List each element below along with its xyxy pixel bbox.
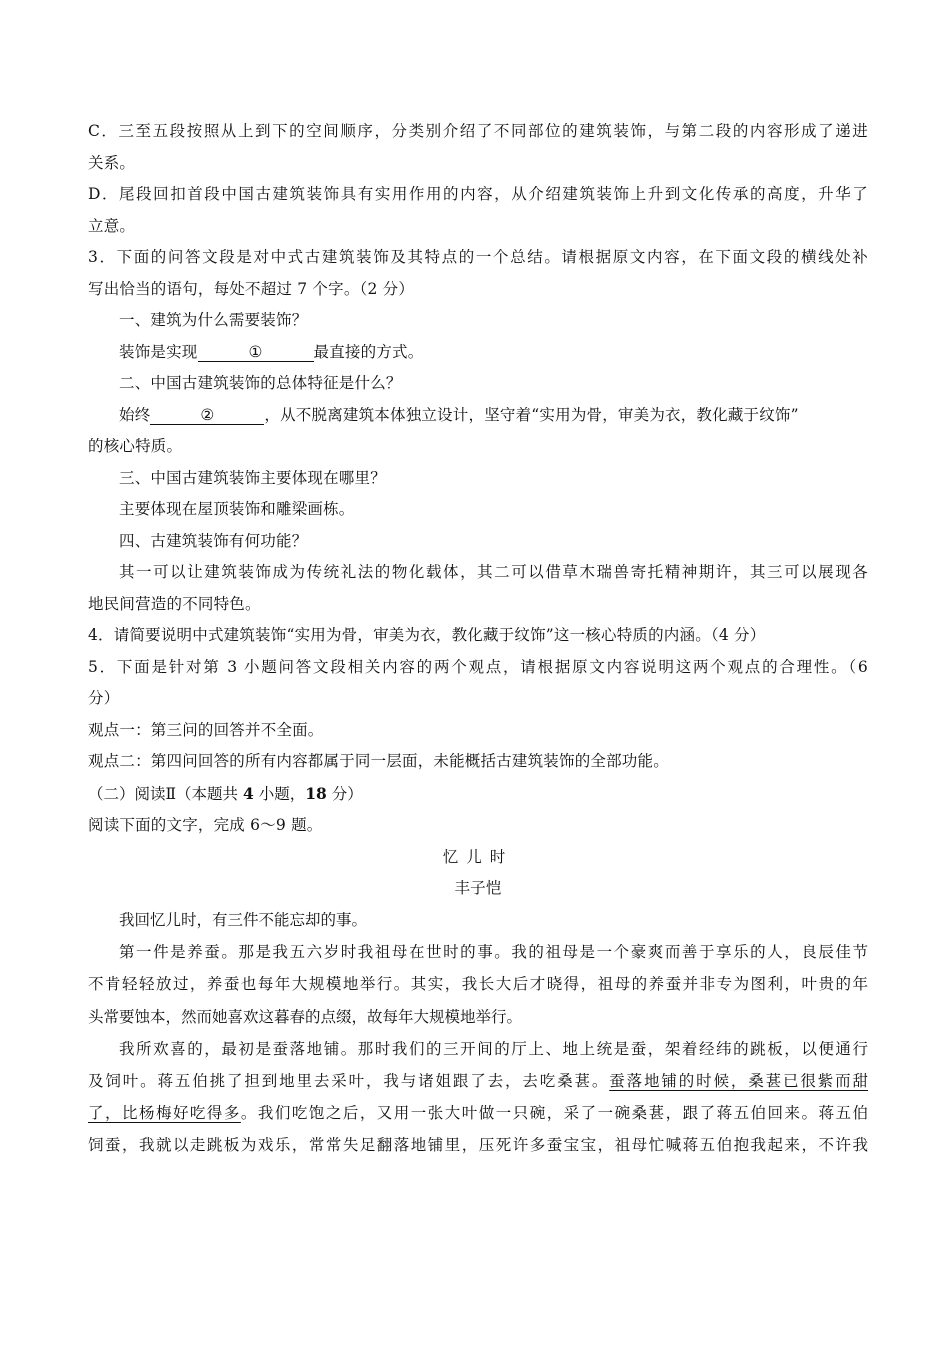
section-2-heading-suffix: 分） xyxy=(326,784,363,803)
qa-answer-3: 主要体现在屋顶装饰和雕梁画栋。 xyxy=(119,500,355,518)
story-author: 丰子恺 xyxy=(454,878,502,897)
option-c-line2: 关系。 xyxy=(88,153,136,172)
fill-blank-1[interactable]: ① xyxy=(198,343,314,362)
qa-answer-2 xyxy=(88,400,868,432)
qa-question-2: 二、中国古建筑装饰的总体特征是什么？ xyxy=(119,374,402,392)
question-3-line2: 写出恰当的语句，每处不超过 7 个字。（2 分） xyxy=(88,279,415,298)
underlined-sentence-part2: 了，比杨梅好吃得多 xyxy=(88,1104,241,1123)
qa-answer-1-suffix: 最直接的方式。 xyxy=(313,342,424,361)
section-2-points: 18 xyxy=(305,783,327,803)
qa-answer-2-line2: 的核心特质。 xyxy=(88,437,183,455)
qa-question-1: 一、建筑为什么需要装饰？ xyxy=(119,311,308,329)
question-4: 4．请简要说明中式建筑装饰“实用为骨，审美为衣，教化藏于纹饰”这一核心特质的内涵。（4 分） xyxy=(88,626,766,644)
question-5-line1: 5．下面是针对第 3 小题问答文段相关内容的两个观点，请根据原文内容说明这两个观点的合理性。（6 xyxy=(88,657,868,676)
qa-answer-1-prefix: 装饰是实现 xyxy=(119,342,198,361)
option-d-line2: 立意。 xyxy=(88,216,136,235)
question-3-line1: 3．下面的问答文段是对中式古建筑装饰及其特点的一个总结。请根据原文内容，在下面文段的横线处补 xyxy=(88,248,868,266)
fill-blank-2[interactable]: ② xyxy=(150,406,264,425)
story-title: 忆儿时 xyxy=(442,847,514,866)
option-d-line1: D．尾段回扣首段中国古建筑装饰具有实用作用的内容，从介绍建筑装饰上升到文化传承的高度，升华了 xyxy=(88,185,868,203)
qa-answer-1 xyxy=(88,337,868,369)
story-paragraph-3-line2 xyxy=(88,1065,868,1097)
story-paragraph-3-line3-text: 。我们吃饱之后，又用一张大叶做一只碗，采了一碗桑葚，跟了蒋五伯回来。蒋五伯 xyxy=(240,1104,868,1123)
viewpoint-2: 观点二：第四问回答的所有内容都属于同一层面，未能概括古建筑装饰的全部功能。 xyxy=(88,752,669,770)
qa-answer-2-suffix: ，从不脱离建筑本体独立设计，坚守着“实用为骨，审美为衣，教化藏于纹饰” xyxy=(264,405,799,424)
underlined-sentence-part1: 蚕落地铺的时候，桑葚已很紫而甜 xyxy=(609,1072,868,1091)
story-paragraph-3-line4: 饲蚕，我就以走跳板为戏乐，常常失足翻落地铺里，压死许多蚕宝宝，祖母忙喊蒋五伯抱我起来，不许我 xyxy=(88,1136,868,1155)
qa-answer-4-line1: 其一可以让建筑装饰成为传统礼法的物化载体，其二可以借草木瑞兽寄托精神期许，其三可以展现各 xyxy=(119,563,868,581)
viewpoint-1: 观点一：第三问的回答并不全面。 xyxy=(88,720,324,739)
story-paragraph-2-line3: 头常要蚀本，然而她喜欢这暮春的点缀，故每年大规模地举行。 xyxy=(88,1007,523,1026)
section-2-heading-middle: 小题， xyxy=(253,784,306,803)
story-paragraph-3-line2-text: 及饲叶。蒋五伯挑了担到地里去采叶，我与诸姐跟了去，去吃桑葚。 xyxy=(88,1072,610,1091)
section-2-heading xyxy=(88,778,868,811)
section-2-instruction: 阅读下面的文字，完成 6～9 题。 xyxy=(88,816,323,834)
qa-question-4: 四、古建筑装饰有何功能？ xyxy=(119,531,308,550)
story-paragraph-1: 我回忆儿时，有三件不能忘却的事。 xyxy=(119,911,368,929)
story-paragraph-3-line3 xyxy=(88,1097,868,1129)
story-paragraph-2-line1: 第一件是养蚕。那是我五六岁时我祖母在世时的事。我的祖母是一个豪爽而善于享乐的人，良辰佳节 xyxy=(119,943,868,962)
section-2-question-count: 4 xyxy=(242,783,254,803)
qa-question-3: 三、中国古建筑装饰主要体现在哪里？ xyxy=(119,468,386,487)
section-2-heading-prefix: （二）阅读Ⅱ（本题共 xyxy=(88,784,243,803)
story-paragraph-2-line2: 不肯轻轻放过，养蚕也每年大规模地举行。其实，我长大后才晓得，祖母的养蚕并非专为图利，叶贵的年 xyxy=(88,975,868,994)
qa-answer-4-line2: 地民间营造的不同特色。 xyxy=(88,594,261,613)
question-5-line2: 分） xyxy=(88,689,120,707)
qa-answer-2-prefix: 始终 xyxy=(119,405,151,424)
story-paragraph-3-line1: 我所欢喜的，最初是蚕落地铺。那时我们的三开间的厅上、地上统是蚕，架着经纬的跳板，以便通行 xyxy=(119,1039,868,1058)
option-c-line1: C．三至五段按照从上到下的空间顺序，分类别介绍了不同部位的建筑装饰，与第二段的内容形成了递进 xyxy=(88,122,868,140)
